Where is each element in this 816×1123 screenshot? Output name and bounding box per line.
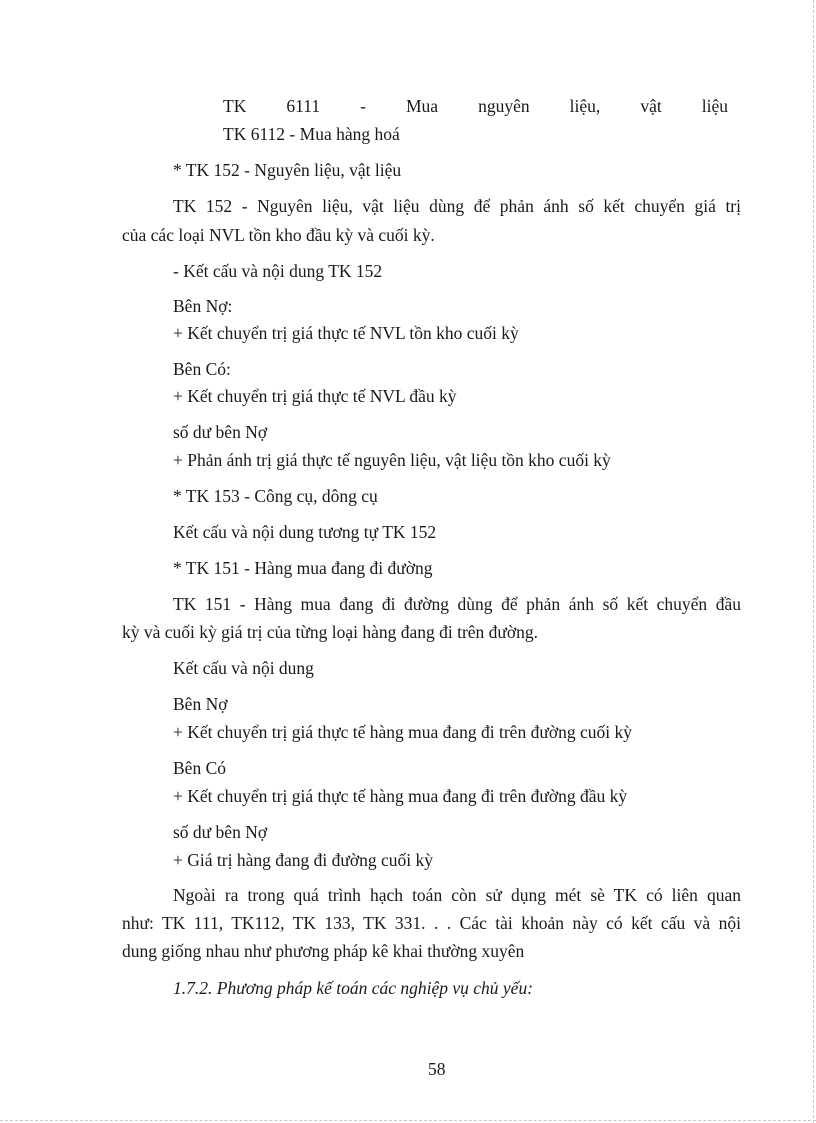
text-line: Kết cấu và nội dung tương tự TK 152 — [173, 522, 437, 542]
text-line: kỳ và cuối kỳ giá trị của từng loại hàng đang đi trên đường. — [122, 622, 539, 642]
section-heading: * TK 153 - Công cụ, dông cụ — [173, 486, 378, 506]
text-line: Ngoài ra trong quá trình hạch toán còn sử dụng mét sè TK có liên quan — [173, 885, 741, 905]
text-line: + Kết chuyển trị giá thực tế NVL tồn kho cuối kỳ — [173, 323, 519, 343]
text-line: như: TK 111, TK112, TK 133, TK 331. . . Các tài khoản này có kết cấu và nội — [122, 913, 741, 933]
text-line: số dư bên Nợ — [173, 822, 268, 842]
text-line: dung giống nhau như phương pháp kê khai thường xuyên — [122, 941, 525, 961]
subsection-heading: 1.7.2. Phương pháp kế toán các nghiệp vụ chủ yếu: — [173, 978, 534, 998]
text-line: Kết cấu và nội dung — [173, 658, 314, 678]
text-line: - Kết cấu và nội dung TK 152 — [173, 261, 383, 281]
text-line: của các loại NVL tồn kho đầu kỳ và cuối kỳ. — [122, 225, 435, 245]
text-line: TK 6112 - Mua hàng hoá — [223, 124, 400, 144]
text-line: + Giá trị hàng đang đi đường cuối kỳ — [173, 850, 433, 870]
text-line: Bên Có — [173, 758, 226, 778]
text-line: + Kết chuyển trị giá thực tế hàng mua đang đi trên đường cuối kỳ — [173, 722, 632, 742]
text-line: + Kết chuyển trị giá thực tế hàng mua đang đi trên đường đầu kỳ — [173, 786, 628, 806]
text-line: TK 6111 - Mua nguyên liệu, vật liệu — [223, 96, 728, 116]
page-border-bottom — [0, 1120, 816, 1121]
section-heading: * TK 151 - Hàng mua đang đi đường — [173, 558, 433, 578]
page-border-right — [813, 0, 814, 1123]
text-line: Bên Nợ — [173, 694, 228, 714]
page-number: 58 — [428, 1059, 446, 1079]
text-line: Bên Nợ: — [173, 296, 233, 316]
section-heading: * TK 152 - Nguyên liệu, vật liệu — [173, 160, 402, 180]
text-line: TK 151 - Hàng mua đang đi đường dùng để phản ánh số kết chuyển đầu — [173, 594, 741, 614]
text-line: Bên Có: — [173, 359, 231, 379]
text-line: số dư bên Nợ — [173, 422, 268, 442]
text-line: TK 152 - Nguyên liệu, vật liệu dùng để phản ánh số kết chuyển giá trị — [173, 196, 741, 216]
text-line: + Phản ánh trị giá thực tế nguyên liệu, vật liệu tồn kho cuối kỳ — [173, 450, 611, 470]
text-line: + Kết chuyển trị giá thực tế NVL đầu kỳ — [173, 386, 457, 406]
